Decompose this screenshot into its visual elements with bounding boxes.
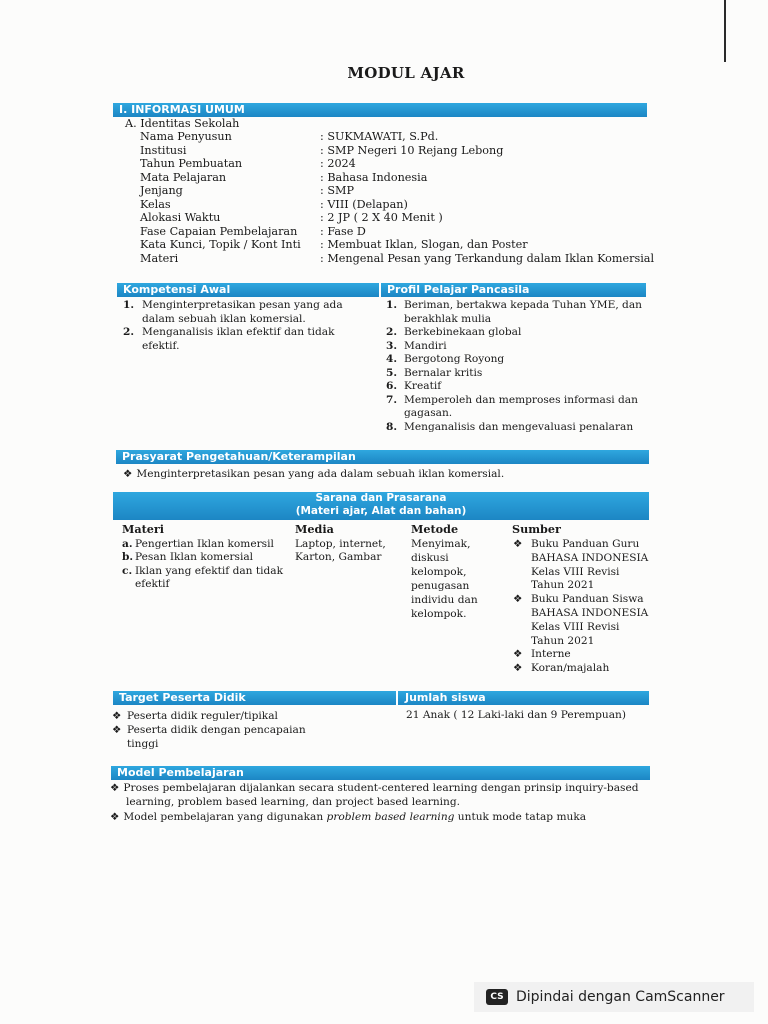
profil-item-text: Kreatif <box>404 380 442 392</box>
profil-item-text: Bernalar kritis <box>404 366 483 379</box>
metode-text: diskusi <box>411 551 449 564</box>
metode-text: individu dan <box>411 593 478 606</box>
diamond-bullet-icon: ❖ <box>110 782 120 794</box>
camscanner-logo-icon: CS <box>486 989 508 1005</box>
materi-item-text: efektif <box>135 578 170 591</box>
model-item-2-pre: Model pembelajaran yang digunakan <box>123 811 327 823</box>
materi-item-text: Pesan Iklan komersial <box>135 551 254 564</box>
profil-item-number: 8. <box>386 420 398 433</box>
identity-value: : Membuat Iklan, Slogan, dan Poster <box>320 238 528 252</box>
sumber-item-text: Buku Panduan Siswa <box>531 593 644 606</box>
diamond-bullet-icon: ❖ <box>513 538 523 550</box>
metode-text: Menyimak, <box>411 538 471 550</box>
diamond-bullet-icon: ❖ <box>513 662 523 675</box>
identity-value: : VIII (Delapan) <box>320 197 408 211</box>
profil-item-text: Berkebinekaan global <box>404 326 522 338</box>
document-title: MODUL AJAR <box>347 64 465 82</box>
identity-value: : Fase D <box>320 224 366 238</box>
profil-pelajar-label: Profil Pelajar Pancasila <box>387 283 530 296</box>
identity-value: : SMP Negeri 10 Rejang Lebong <box>320 143 504 157</box>
materi-item-number: c. <box>122 564 133 577</box>
profil-item-number: 7. <box>386 393 398 406</box>
diamond-bullet-icon: ❖ <box>110 811 120 823</box>
profil-item-text: Menganalisis dan mengevaluasi penalaran <box>404 420 634 433</box>
kompetensi-profil-header <box>117 283 646 297</box>
kompetensi-item-number: 2. <box>123 326 135 338</box>
materi-item-number: b. <box>122 551 134 564</box>
sumber-item-text: Interne <box>531 648 571 661</box>
profil-item-text: gagasan. <box>404 407 453 419</box>
identitas-sekolah-heading: A. Identitas Sekolah <box>125 117 240 130</box>
sarana-subtitle: (Materi ajar, Alat dan bahan) <box>295 505 467 517</box>
sumber-item-text: Kelas VIII Revisi <box>531 565 620 578</box>
model-header <box>111 766 650 780</box>
sumber-item-text: Buku Panduan Guru <box>531 538 640 550</box>
header-divider <box>396 691 398 705</box>
identity-label: Mata Pelajaran <box>140 170 227 184</box>
watermark-text: Dipindai dengan CamScanner <box>516 989 725 1005</box>
col-media-header: Media <box>295 522 334 536</box>
target-item-text: Peserta didik reguler/tipikal <box>127 710 278 722</box>
kompetensi-item-number: 1. <box>123 299 135 311</box>
header-divider <box>379 283 381 297</box>
sumber-item-text: BAHASA INDONESIA <box>531 607 649 619</box>
diamond-bullet-icon: ❖ <box>112 724 122 736</box>
identity-label: Materi <box>140 251 179 265</box>
profil-item-number: 2. <box>386 326 398 338</box>
identity-label: Kelas <box>140 197 171 211</box>
kompetensi-item-text: Menganalisis iklan efektif dan tidak <box>142 326 335 338</box>
metode-text: kelompok. <box>411 607 467 620</box>
identity-value: : Mengenal Pesan yang Terkandung dalam Iklan Komersial <box>320 251 655 265</box>
diamond-bullet-icon: ❖ <box>513 648 523 661</box>
prasyarat-header <box>116 450 649 464</box>
section-informasi-umum-label: I. INFORMASI UMUM <box>119 103 245 116</box>
profil-item-text: Mandiri <box>404 339 447 352</box>
target-item-text: tinggi <box>127 738 159 750</box>
model-item-2-emphasis: problem based learning <box>326 811 455 823</box>
page-edge <box>724 0 726 62</box>
diamond-bullet-icon: ❖ <box>513 593 523 606</box>
profil-item-number: 3. <box>386 339 398 352</box>
metode-text: kelompok, <box>411 565 467 578</box>
model-item-1-line-1: Proses pembelajaran dijalankan secara student-centered learning dengan prinsip inquiry-based <box>123 782 639 794</box>
prasyarat-label: Prasyarat Pengetahuan/Keterampilan <box>122 450 356 463</box>
metode-text: penugasan <box>411 579 470 592</box>
kompetensi-item-text: dalam sebuah iklan komersial. <box>142 312 306 325</box>
materi-item-number: a. <box>122 538 133 550</box>
identity-label: Kata Kunci, Topik / Kont Inti <box>140 238 301 252</box>
col-materi-header: Materi <box>122 522 165 536</box>
profil-item-text: Bergotong Royong <box>404 353 505 365</box>
col-metode-header: Metode <box>411 522 459 536</box>
sarana-title: Sarana dan Prasarana <box>315 492 447 504</box>
sarana-header <box>113 492 649 520</box>
sumber-item-text: BAHASA INDONESIA <box>531 551 649 564</box>
kompetensi-awal-label: Kompetensi Awal <box>123 283 231 296</box>
model-label: Model Pembelajaran <box>117 766 244 779</box>
identity-label: Nama Penyusun <box>140 130 232 143</box>
model-item-2 <box>110 811 586 824</box>
model-item-2-post: untuk mode tatap muka <box>454 811 587 823</box>
target-item-text: Peserta didik dengan pencapaian <box>127 724 306 736</box>
identity-label: Institusi <box>140 143 187 157</box>
media-text: Laptop, internet, <box>295 538 386 550</box>
sumber-item-text: Koran/majalah <box>531 662 610 675</box>
identity-value: : 2 JP ( 2 X 40 Menit ) <box>320 211 443 225</box>
media-text: Karton, Gambar <box>295 551 382 564</box>
sumber-item-text: Kelas VIII Revisi <box>531 620 620 633</box>
identity-label: Alokasi Waktu <box>140 211 221 225</box>
jumlah-label: Jumlah siswa <box>405 691 486 704</box>
sumber-item-text: Tahun 2021 <box>531 579 595 592</box>
profil-item-number: 1. <box>386 299 398 311</box>
identity-value: : SMP <box>320 184 354 198</box>
kompetensi-item-text: efektif. <box>142 339 180 352</box>
diamond-bullet-icon: ❖ <box>123 468 133 480</box>
profil-item-text: berakhlak mulia <box>404 312 492 325</box>
profil-item-number: 6. <box>386 380 398 392</box>
profil-item-number: 4. <box>386 353 398 365</box>
prasyarat-item <box>123 468 504 481</box>
camscanner-watermark <box>474 982 754 1012</box>
target-label: Target Peserta Didik <box>119 691 246 704</box>
identity-value: : 2024 <box>320 157 356 171</box>
identity-label: Fase Capaian Pembelajaran <box>140 224 298 238</box>
kompetensi-item-text: Menginterpretasikan pesan yang ada <box>142 299 343 311</box>
identity-value: : SUKMAWATI, S.Pd. <box>320 130 439 143</box>
identity-value: : Bahasa Indonesia <box>320 170 428 184</box>
materi-item-text: Pengertian Iklan komersil <box>135 538 274 550</box>
identity-label: Tahun Pembuatan <box>140 157 243 171</box>
col-sumber-header: Sumber <box>512 522 561 536</box>
sumber-item-text: Tahun 2021 <box>531 634 595 647</box>
model-item-1 <box>110 782 639 795</box>
profil-item-text: Beriman, bertakwa kepada Tuhan YME, dan <box>404 299 642 311</box>
model-item-1-line-2: learning, problem based learning, dan project based learning. <box>126 796 460 808</box>
profil-item-number: 5. <box>386 366 398 379</box>
identity-label: Jenjang <box>140 184 183 198</box>
section-informasi-umum-header <box>113 103 647 117</box>
diamond-bullet-icon: ❖ <box>112 710 122 722</box>
jumlah-siswa-value: 21 Anak ( 12 Laki-laki dan 9 Perempuan) <box>406 709 626 721</box>
profil-item-text: Memperoleh dan memproses informasi dan <box>404 393 638 406</box>
materi-item-text: Iklan yang efektif dan tidak <box>135 564 284 577</box>
target-jumlah-header <box>113 691 649 705</box>
prasyarat-text: Menginterpretasikan pesan yang ada dalam sebuah iklan komersial. <box>136 468 505 480</box>
